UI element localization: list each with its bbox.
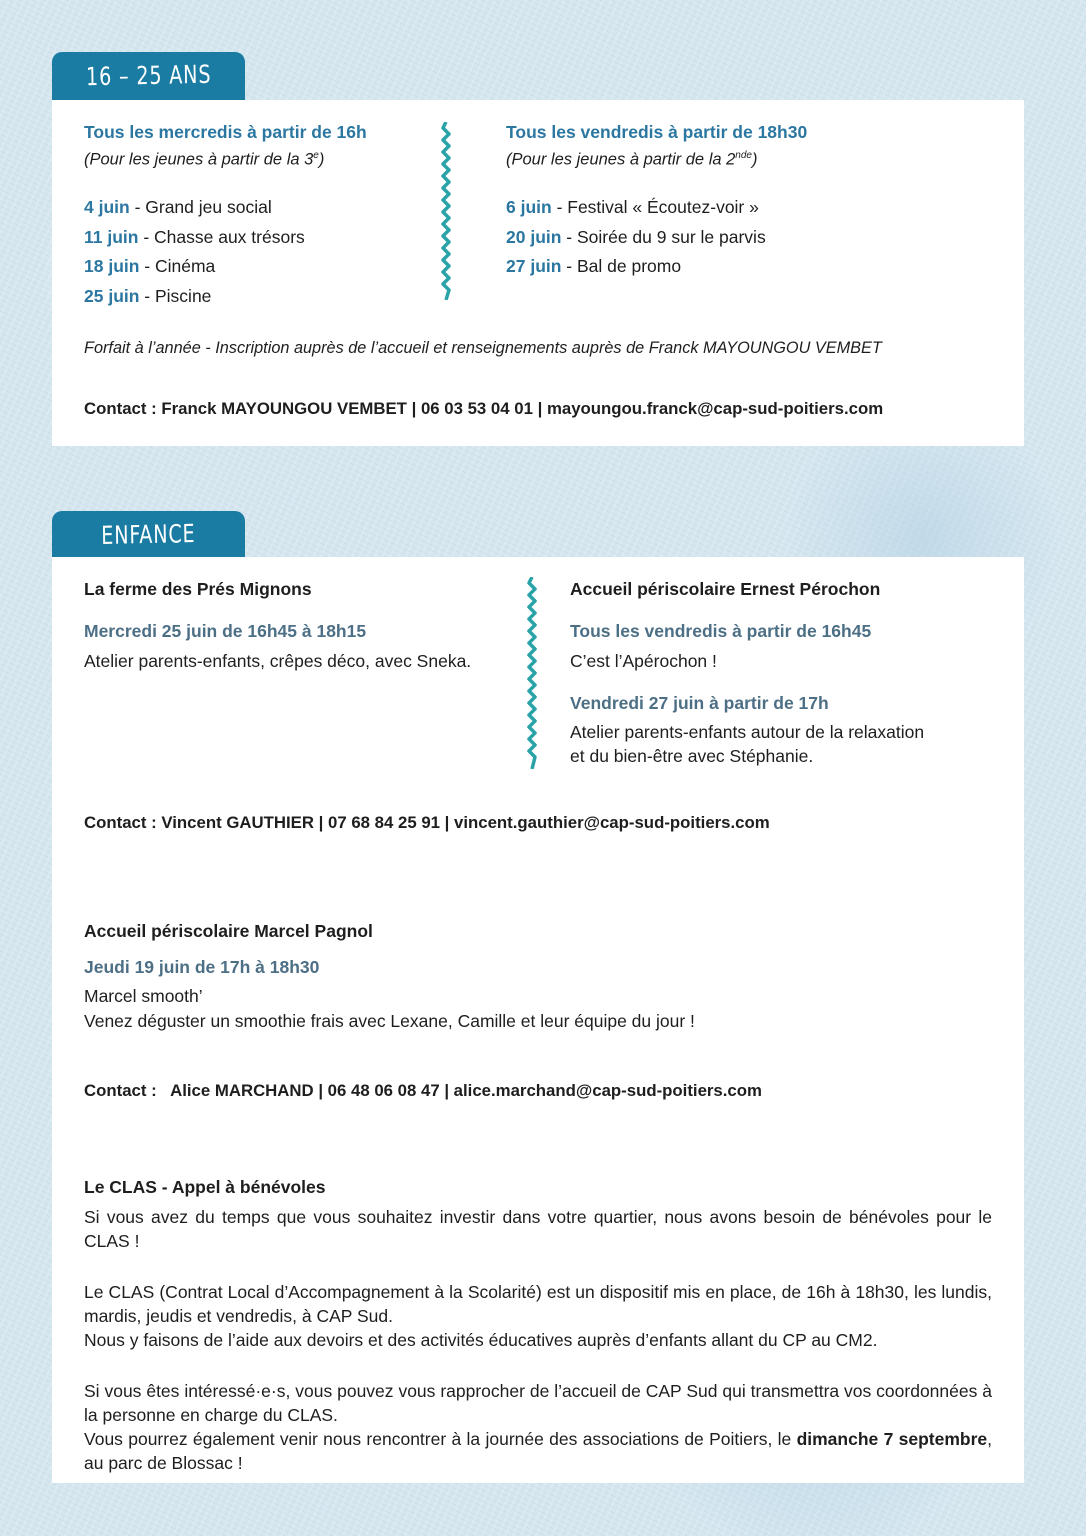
clas-paragraph-1: Si vous avez du temps que vous souhaitez investir dans votre quartier, nous avons besoin de bénévoles pour le CLAS ! <box>84 1207 992 1251</box>
pagnol-line-1: Marcel smooth’ <box>84 986 203 1006</box>
clas-paragraph-3b: Vous pourrez également venir nous rencontrer à la journée des associations de Poitiers, le dimanche 7 septembre, au parc de Blossac ! <box>84 1429 992 1473</box>
ferme-date: Mercredi 25 juin de 16h45 à 18h15 <box>84 621 367 641</box>
wednesday-heading: Tous les mercredis à partir de 16h <box>84 122 367 142</box>
wavy-divider-icon <box>440 122 452 300</box>
perochon-text-1: C’est l’Apérochon ! <box>570 651 717 671</box>
perochon-text-2a: Atelier parents-enfants autour de la relaxation <box>570 722 925 742</box>
clas-paragraph-2a: Le CLAS (Contrat Local d’Accompagnement à la Scolarité) est un dispositif mis en place, de 16h à 18h30, les lundis, mardis, jeudis et vendredis, à CAP Sud. <box>84 1282 992 1326</box>
perochon-date-2: Vendredi 27 juin à partir de 17h <box>570 693 829 713</box>
section-tab-enfance: ENFANCE <box>52 511 245 559</box>
pagnol-title: Accueil périscolaire Marcel Pagnol <box>84 921 373 941</box>
event-item: 6 juin - Festival « Écoutez-voir » <box>506 197 759 217</box>
perochon-text-2b: et du bien-être avec Stéphanie. <box>570 746 814 766</box>
event-item: 20 juin - Soirée du 9 sur le parvis <box>506 226 766 247</box>
contact-franck: Contact : Franck MAYOUNGOU VEMBET | 06 03 53 04 01 | mayoungou.franck@cap-sud-poitiers.com <box>84 399 884 418</box>
contact-alice: Contact : Alice MARCHAND | 06 48 06 08 47 | alice.marchand@cap-sud-poitiers.com <box>84 1081 762 1100</box>
perochon-title: Accueil périscolaire Ernest Pérochon <box>570 579 881 599</box>
event-item: 4 juin - Grand jeu social <box>84 197 272 217</box>
ferme-text: Atelier parents-enfants, crêpes déco, avec Sneka. <box>84 651 472 671</box>
friday-heading: Tous les vendredis à partir de 18h30 <box>506 122 808 142</box>
pagnol-date: Jeudi 19 juin de 17h à 18h30 <box>84 957 320 977</box>
ferme-title: La ferme des Prés Mignons <box>84 579 312 599</box>
perochon-date-1: Tous les vendredis à partir de 16h45 <box>570 621 872 641</box>
wavy-divider-icon <box>526 577 538 769</box>
event-item: 25 juin - Piscine <box>84 285 212 306</box>
section-panel-enfance <box>52 557 1024 1483</box>
contact-vincent: Contact : Vincent GAUTHIER | 07 68 84 25 91 | vincent.gauthier@cap-sud-poitiers.com <box>84 813 770 832</box>
event-item: 27 juin - Bal de promo <box>506 256 682 276</box>
event-item: 18 juin - Cinéma <box>84 256 216 276</box>
friday-audience: (Pour les jeunes à partir de la 2nde) <box>506 150 758 169</box>
subscription-note: Forfait à l’année - Inscription auprès de l’accueil et renseignements auprès de Franck MAYOUNGOU VEMBET <box>84 339 882 357</box>
wednesday-events <box>84 195 305 313</box>
wednesday-audience: (Pour les jeunes à partir de la 3e) <box>84 150 325 169</box>
section-tab-16-25: 16 – 25 ANS <box>52 52 245 100</box>
clas-paragraph-3a: Si vous êtes intéressé·e·s, vous pouvez vous rapprocher de l’accueil de CAP Sud qui transmettra vos coordonnées à la personne en charge du CLAS. <box>84 1381 992 1425</box>
section-panel-16-25 <box>52 100 1024 446</box>
pagnol-line-2: Venez déguster un smoothie frais avec Lexane, Camille et leur équipe du jour ! <box>84 1011 695 1031</box>
event-date-bold: dimanche 7 septembre <box>796 1429 988 1449</box>
friday-events <box>506 195 766 284</box>
clas-paragraph-2b: Nous y faisons de l’aide aux devoirs et des activités éducatives auprès d’enfants allant du CP au CM2. <box>84 1330 878 1350</box>
event-item: 11 juin - Chasse aux trésors <box>84 226 305 247</box>
clas-body <box>84 1205 992 1475</box>
clas-title: Le CLAS - Appel à bénévoles <box>84 1177 326 1197</box>
